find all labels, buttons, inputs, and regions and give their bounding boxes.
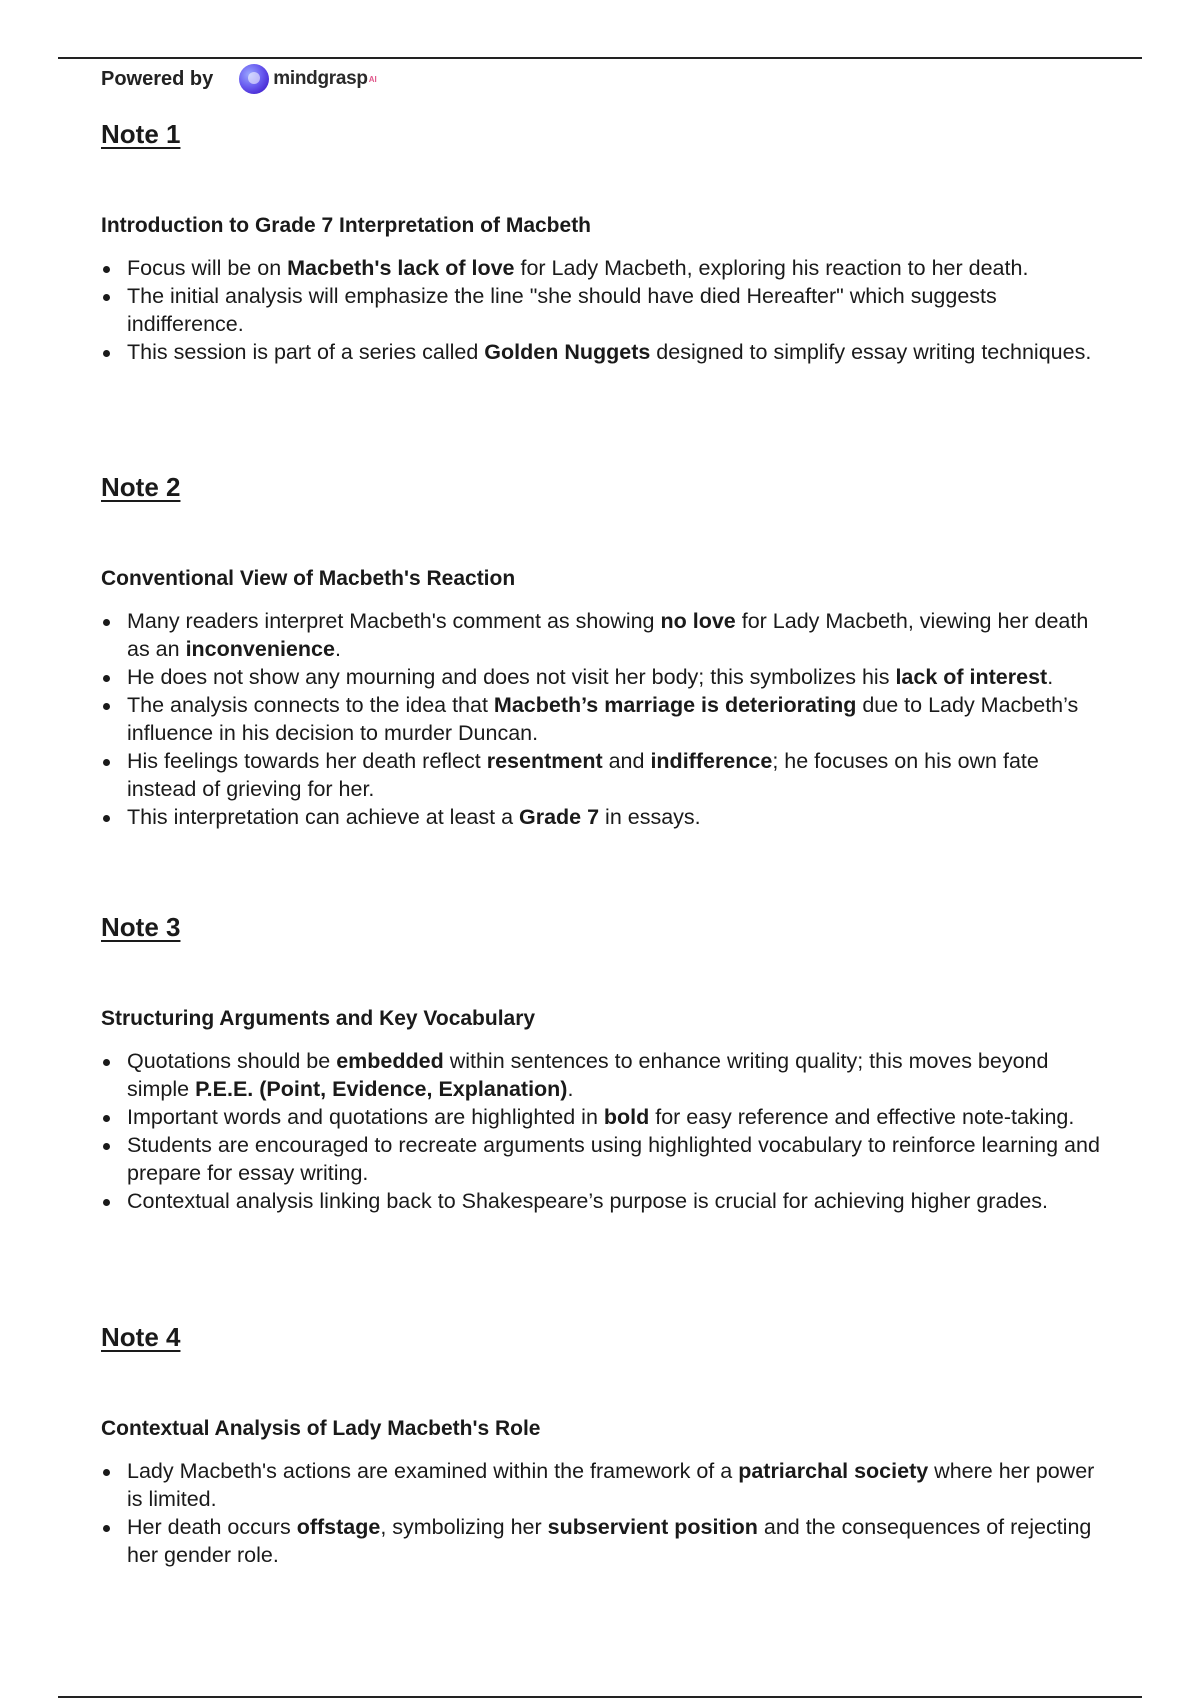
- bullet-text: This session is part of a series called: [127, 340, 485, 364]
- bold-term: Grade 7: [519, 805, 600, 829]
- note-title: Note 2: [101, 472, 181, 502]
- note-bullet-item: [101, 1187, 1101, 1215]
- note-bullet-item: [101, 747, 1101, 803]
- note-bullet-item: [101, 1131, 1101, 1187]
- mindgrasp-logo-text: mindgrasp: [273, 68, 368, 89]
- bullet-text: Many readers interpret Macbeth's comment as showing: [127, 609, 661, 633]
- bullet-text: and: [602, 749, 651, 773]
- bullet-text: designed to simplify essay writing techniques.: [650, 340, 1092, 364]
- note-bullet-item: [101, 607, 1101, 663]
- bullet-text: Students are encouraged to recreate arguments using highlighted vocabulary to reinforce learning and prepare for essay writing.: [127, 1133, 1100, 1185]
- bullet-text: His feelings towards her death reflect: [127, 749, 487, 773]
- bold-term: Macbeth's lack of love: [287, 256, 515, 280]
- note-bullet-item: [101, 1457, 1101, 1513]
- bullet-text: Lady Macbeth's actions are examined within the framework of a: [127, 1459, 739, 1483]
- note-bullet-item: [101, 254, 1101, 282]
- note-3: [101, 911, 1101, 1213]
- mindgrasp-logo-icon: [239, 64, 269, 94]
- bullet-text: Important words and quotations are highlighted in: [127, 1105, 604, 1129]
- bullet-text: .: [334, 637, 341, 661]
- bullet-text: where her power is limited.: [127, 1459, 1095, 1511]
- bullet-text: , symbolizing her: [380, 1515, 548, 1539]
- note-bullet-item: [101, 1103, 1101, 1131]
- note-bullet-list: [101, 1457, 1101, 1569]
- note-section-title: Conventional View of Macbeth's Reaction: [101, 567, 516, 590]
- bullet-text: This interpretation can achieve at least a: [127, 805, 519, 829]
- note-title: Note 4: [101, 1322, 181, 1352]
- bold-term: lack of interest: [895, 665, 1048, 689]
- note-bullet-item: [101, 1513, 1101, 1569]
- bold-term: offstage: [296, 1515, 381, 1539]
- powered-by-label: Powered by: [101, 67, 214, 90]
- note-bullet-list: [101, 254, 1101, 366]
- bold-term: subservient position: [547, 1515, 758, 1539]
- note-bullet-list: [101, 607, 1101, 831]
- bold-term: bold: [603, 1105, 650, 1129]
- bullet-text: due to Lady Macbeth’s influence in his decision to murder Duncan.: [127, 693, 1079, 745]
- bullet-text: within sentences to enhance writing quality; this moves beyond simple: [127, 1049, 1049, 1101]
- bold-term: patriarchal society: [738, 1459, 929, 1483]
- bullet-text: Focus will be on: [127, 256, 288, 280]
- note-bullet-item: [101, 338, 1101, 366]
- note-bullet-item: [101, 803, 1101, 831]
- bullet-text: Her death occurs: [127, 1515, 297, 1539]
- bullet-text: The analysis connects to the idea that: [127, 693, 494, 717]
- bullet-text: Contextual analysis linking back to Shakespeare’s purpose is crucial for achieving higher grades.: [127, 1189, 1049, 1213]
- bullet-text: ; he focuses on his own fate instead of grieving for her.: [127, 749, 1039, 801]
- note-title: Note 1: [101, 119, 181, 149]
- top-divider: [58, 57, 1142, 59]
- bold-term: inconvenience: [185, 637, 335, 661]
- note-2: [101, 471, 1101, 829]
- bold-term: Macbeth’s marriage is deteriorating: [493, 693, 857, 717]
- bullet-text: .: [1047, 665, 1054, 689]
- bold-term: Golden Nuggets: [484, 340, 651, 364]
- bold-term: embedded: [336, 1049, 444, 1073]
- bold-term: no love: [660, 609, 736, 633]
- note-section-title: Introduction to Grade 7 Interpretation of Macbeth: [101, 214, 592, 237]
- bullet-text: and the consequences of rejecting her gender role.: [127, 1515, 1092, 1567]
- note-1: [101, 118, 1101, 364]
- bullet-text: Quotations should be: [127, 1049, 337, 1073]
- bullet-text: .: [567, 1077, 574, 1101]
- note-4: [101, 1321, 1101, 1567]
- note-bullet-list: [101, 1047, 1101, 1215]
- bullet-text: in essays.: [599, 805, 701, 829]
- note-bullet-item: [101, 1047, 1101, 1103]
- bold-term: indifference: [650, 749, 773, 773]
- mindgrasp-logo-ai-mark: AI: [368, 74, 377, 84]
- note-section-title: Structuring Arguments and Key Vocabulary: [101, 1007, 536, 1030]
- bullet-text: for Lady Macbeth, viewing her death as an: [127, 609, 1089, 661]
- bullet-text: for Lady Macbeth, exploring his reaction to her death.: [514, 256, 1029, 280]
- note-bullet-item: [101, 663, 1101, 691]
- bullet-text: for easy reference and effective note-taking.: [649, 1105, 1075, 1129]
- bullet-text: He does not show any mourning and does not visit her body; this symbolizes his: [127, 665, 896, 689]
- bottom-divider: [58, 1696, 1142, 1698]
- mindgrasp-logo: [239, 64, 376, 94]
- bullet-text: The initial analysis will emphasize the line "she should have died Hereafter" which suggests indifference.: [127, 284, 997, 336]
- bold-term: resentment: [486, 749, 603, 773]
- note-bullet-item: [101, 691, 1101, 747]
- powered-by-banner: [101, 62, 377, 96]
- note-title: Note 3: [101, 912, 181, 942]
- note-bullet-item: [101, 282, 1101, 338]
- bold-term: P.E.E. (Point, Evidence, Explanation): [195, 1077, 568, 1101]
- note-section-title: Contextual Analysis of Lady Macbeth's Role: [101, 1417, 541, 1440]
